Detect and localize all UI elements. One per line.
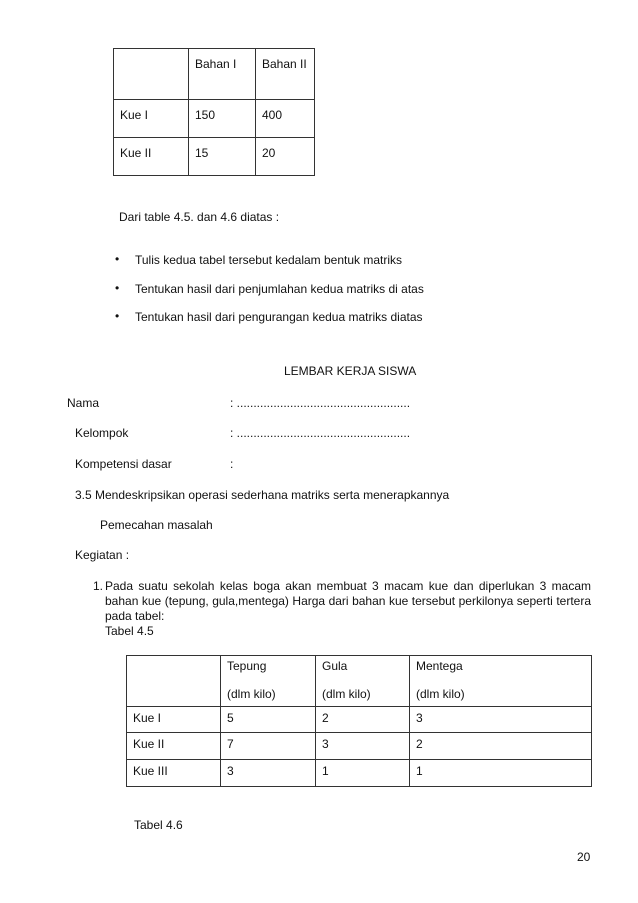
header-unit: (dlm kilo): [322, 687, 371, 701]
kompetensi-value: :: [230, 457, 234, 471]
bullet-icon: •: [115, 281, 120, 295]
header-name: Gula: [322, 659, 348, 673]
next-table-label: Tabel 4.6: [134, 818, 183, 832]
table-row: [114, 49, 315, 100]
table-row: [127, 656, 592, 707]
table-cell: [127, 656, 221, 707]
nama-label: Nama: [67, 396, 100, 410]
table-row: [114, 138, 315, 176]
bullet-icon: •: [115, 309, 120, 323]
header-name: Tepung: [227, 659, 267, 673]
table-cell: 3: [316, 733, 410, 760]
table-cell: Kue III: [127, 760, 221, 787]
bullet-icon: •: [115, 252, 120, 266]
table-cell: 7: [221, 733, 316, 760]
table-cell: Kue I: [127, 707, 221, 733]
bullet-item: Tulis kedua tabel tersebut kedalam bentuk matriks: [135, 253, 403, 267]
table-cell: 1: [316, 760, 410, 787]
table-cell: 400: [256, 100, 315, 138]
competency-text: 3.5 Mendeskripsikan operasi sederhana matriks serta menerapkannya: [75, 488, 450, 502]
table-header-cell: Bahan II: [256, 49, 315, 100]
header-name: Mentega: [416, 659, 463, 673]
table-cell: 3: [410, 707, 592, 733]
table-header-cell: Bahan I: [189, 49, 256, 100]
kegiatan-label: Kegiatan :: [75, 548, 130, 562]
table-4-5: [126, 655, 592, 787]
header-unit: (dlm kilo): [227, 687, 276, 701]
top-table: [113, 48, 315, 176]
page-number: 20: [577, 850, 591, 864]
table-cell: 1: [410, 760, 592, 787]
table-header-cell: [316, 656, 410, 707]
table-cell: 2: [410, 733, 592, 760]
table-cell: 2: [316, 707, 410, 733]
table-cell: Kue I: [114, 100, 189, 138]
bullet-item: Tentukan hasil dari penjumlahan kedua matriks di atas: [135, 282, 424, 296]
table-cell: 3: [221, 760, 316, 787]
table-label: Tabel 4.5: [105, 624, 154, 638]
worksheet-title: LEMBAR KERJA SISWA: [284, 364, 417, 378]
table-row: [127, 733, 592, 760]
table-header-cell: [221, 656, 316, 707]
intro-text: Dari table 4.5. dan 4.6 diatas :: [119, 210, 280, 224]
table-row: [114, 100, 315, 138]
table-cell: 5: [221, 707, 316, 733]
kelompok-label: Kelompok: [75, 426, 129, 440]
table-row: [127, 760, 592, 787]
problem-text: Pada suatu sekolah kelas boga akan membuat 3 macam kue dan diperlukan 3 macam bahan kue (tepung, gula,mentega) Harga dari bahan kue tersebut perkilonya seperti tertera pada tabel:: [105, 579, 591, 623]
table-row: [127, 707, 592, 733]
header-unit: (dlm kilo): [416, 687, 465, 701]
bullet-item: Tentukan hasil dari pengurangan kedua matriks diatas: [135, 310, 423, 324]
table-header-cell: [410, 656, 592, 707]
kelompok-value: : ....................................................: [230, 426, 411, 440]
problem-number: 1.: [93, 579, 104, 593]
nama-value: : ....................................................: [230, 396, 411, 410]
table-cell: 20: [256, 138, 315, 176]
table-cell: Kue II: [127, 733, 221, 760]
table-cell: 150: [189, 100, 256, 138]
table-cell: Kue II: [114, 138, 189, 176]
table-cell: [114, 49, 189, 100]
table-cell: 15: [189, 138, 256, 176]
kompetensi-label: Kompetensi dasar: [75, 457, 172, 471]
subtopic-text: Pemecahan masalah: [100, 518, 213, 532]
